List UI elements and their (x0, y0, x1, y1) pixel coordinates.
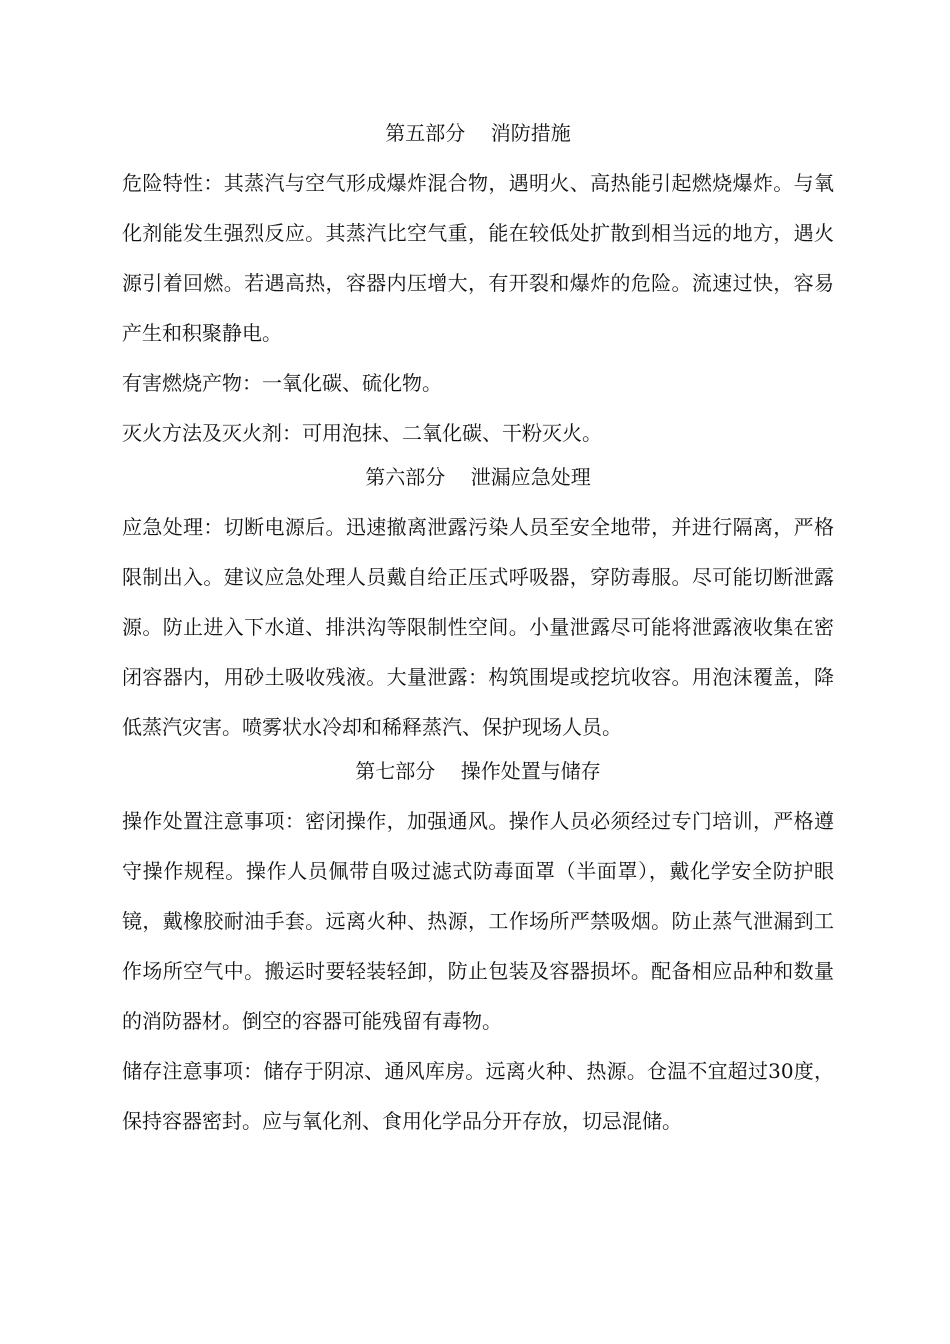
section-heading: 第六部分 泄漏应急处理 (365, 465, 591, 489)
section-heading: 第七部分 操作处置与储存 (355, 759, 601, 783)
paragraph-combustion-products: 有害燃烧产物：一氧化碳、硫化物。 (122, 371, 442, 395)
paragraph-extinguishing-methods: 灭火方法及灭火剂：可用泡抹、二氧化碳、干粉灭火。 (122, 421, 602, 445)
paragraph-handling-precautions: 操作处置注意事项：密闭操作，加强通风。操作人员必须经过专门培训，严格遵守操作规程。操作人员佩带自吸过滤式防毒面罩（半面罩），戴化学安全防护眼镜，戴橡胶耐油手套。远离火种、热源，工作场所严禁吸烟。防止蒸气泄漏到工作场所空气中。搬运时要轻装轻卸，防止包装及容器损坏。配备相应品种和数量的消防器材。倒空的容器可能残留有毒物。 (122, 809, 834, 1033)
document-body (122, 114, 834, 1146)
paragraph-hazard-characteristics: 危险特性：其蒸汽与空气形成爆炸混合物，遇明火、高热能引起燃烧爆炸。与氧化剂能发生强烈反应。其蒸汽比空气重，能在较低处扩散到相当远的地方，遇火源引着回燃。若遇高热，容器内压增大，有开裂和爆炸的危险。流速过快，容易产生和积聚静电。 (122, 171, 834, 345)
section-fire-fighting (122, 114, 834, 458)
section-handling-storage (122, 752, 834, 1146)
paragraph-storage-precautions: 储存注意事项：储存于阴凉、通风库房。远离火种、热源。仓温不宜超过30度，保持容器密封。应与氧化剂、食用化学品分开存放，切忌混储。 (122, 1059, 834, 1133)
section-leak-emergency (122, 458, 834, 752)
section-heading: 第五部分 消防措施 (385, 121, 571, 145)
paragraph-emergency-handling: 应急处理：切断电源后。迅速撤离泄露污染人员至安全地带，并进行隔离，严格限制出入。建议应急处理人员戴自给正压式呼吸器，穿防毒服。尽可能切断泄露源。防止进入下水道、排洪沟等限制性空间。小量泄露尽可能将泄露液收集在密闭容器内，用砂土吸收残液。大量泄露：构筑围堤或挖坑收容。用泡沫覆盖，降低蒸汽灾害。喷雾状水冷却和稀释蒸汽、保护现场人员。 (122, 515, 834, 739)
